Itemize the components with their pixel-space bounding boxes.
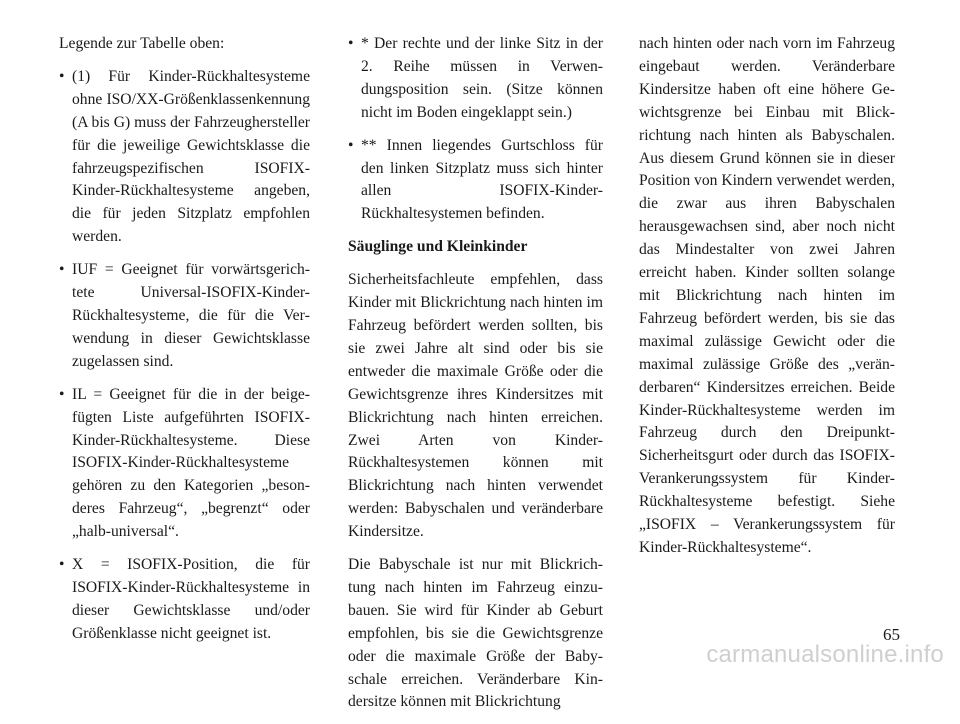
legend-item-x: • X = ISOFIX-Position, die für ISOFIX-Kinder-Rückhaltesysteme in dieser Gewichtsklasse und/oder Größenklasse nicht geeignet ist.: [59, 554, 310, 646]
body-paragraph: nach hinten oder nach vorn im Fahrzeug eingebaut werden. Veränderbare Kindersitze haben oft eine höhere Gewichtsgrenze bei Einbau mit Blickrichtung nach hinten als Babyschalen. Aus diesem Grund können sie in dieser Position von Kindern verwendet werden, die zwar aus ihren Babyschalen herausgewachsen sind, aber noch nicht das Mindestalter von zwei Jahren erreicht haben. Kinder sollten solange mit Blickrichtung nach hinten im Fahrzeug befördert werden, bis sie das maximal zulässige Gewicht oder die maximal zulässige Größe des „veränderbaren“ Kindersitzes erreichen. Beide Kinder-Rückhaltesysteme werden im Fahrzeug durch den Dreipunkt-Sicherheitsgurt oder durch das ISOFIX-Verankerungssystem für Kinder-Rückhaltesysteme befestigt. Siehe „ISOFIX – Verankerungssystem für Kinder-Rückhaltesysteme“.: [639, 35, 895, 556]
legend-item-il: • IL = Geeignet für die in der beigefügten Liste aufgeführten ISOFIX-Kinder-Rückhaltesysteme. Diese ISOFIX-Kinder-Rückhaltesysteme gehören zu den Kategorien „besonderes Fahrzeug“, „begrenzt“ oder „halb-universal“.: [59, 384, 310, 544]
footnote-item-2: • ** Innen liegendes Gurtschloss für den linken Sitzplatz muss sich hinter allen ISOFIX-Kinder-Rückhaltesystemen befinden.: [348, 135, 603, 227]
legend-item-iuf: • IUF = Geeignet für vorwärtsgerichtete Universal-ISOFIX-Kinder-Rückhaltesysteme, die für die Verwendung in dieser Gewichtsklasse zugelassen sind.: [59, 259, 310, 374]
body-paragraph: Sicherheitsfachleute empfehlen, dass Kinder mit Blickrichtung nach hinten im Fahrzeug befördert werden sollten, bis sie zwei Jahre alt sind oder bis sie entweder die maximale Größe oder die Gewichtsgrenze ihres Kindersitzes mit Blickrichtung nach hinten erreichen. Zwei Arten von Kinder-Rückhaltesystemen können mit Blickrichtung nach hinten verwendet werden: Babyschalen und veränderbare Kindersitze.: [348, 271, 603, 541]
watermark: carmanualsonline.info: [706, 641, 944, 668]
legend-list: [59, 66, 310, 646]
legend-heading: Legende zur Tabelle oben:: [59, 35, 225, 52]
footnote-item-1: • * Der rechte und der linke Sitz in der 2. Reihe müssen in Verwendungsposition sein. (Sitze können nicht im Boden eingeklappt sein.): [348, 33, 603, 125]
footnote-list: [348, 33, 603, 226]
column-1: [59, 33, 310, 656]
page-number: 65: [883, 625, 900, 644]
body-paragraph: Die Babyschale ist nur mit Blickrichtung nach hinten im Fahrzeug einzubauen. Sie wird für Kinder ab Geburt empfohlen, bis sie die Gewichtsgrenze oder die maximale Größe der Babyschale erreichen. Veränderbare Kindersitze können mit Blickrichtung: [348, 556, 603, 711]
column-2: [348, 33, 603, 724]
column-3: [639, 33, 895, 570]
section-heading: Säuglinge und Kleinkinder: [348, 238, 528, 256]
legend-item-1: • (1) Für Kinder-Rückhaltesysteme ohne ISO/XX-Größenklassenkennung (A bis G) muss der Fahrzeughersteller für die jeweilige Gewichtsklasse die fahrzeugspezifischen ISOFIX-Kinder-Rückhaltesysteme angeben, die für jeden Sitzplatz empfohlen werden.: [59, 66, 310, 249]
